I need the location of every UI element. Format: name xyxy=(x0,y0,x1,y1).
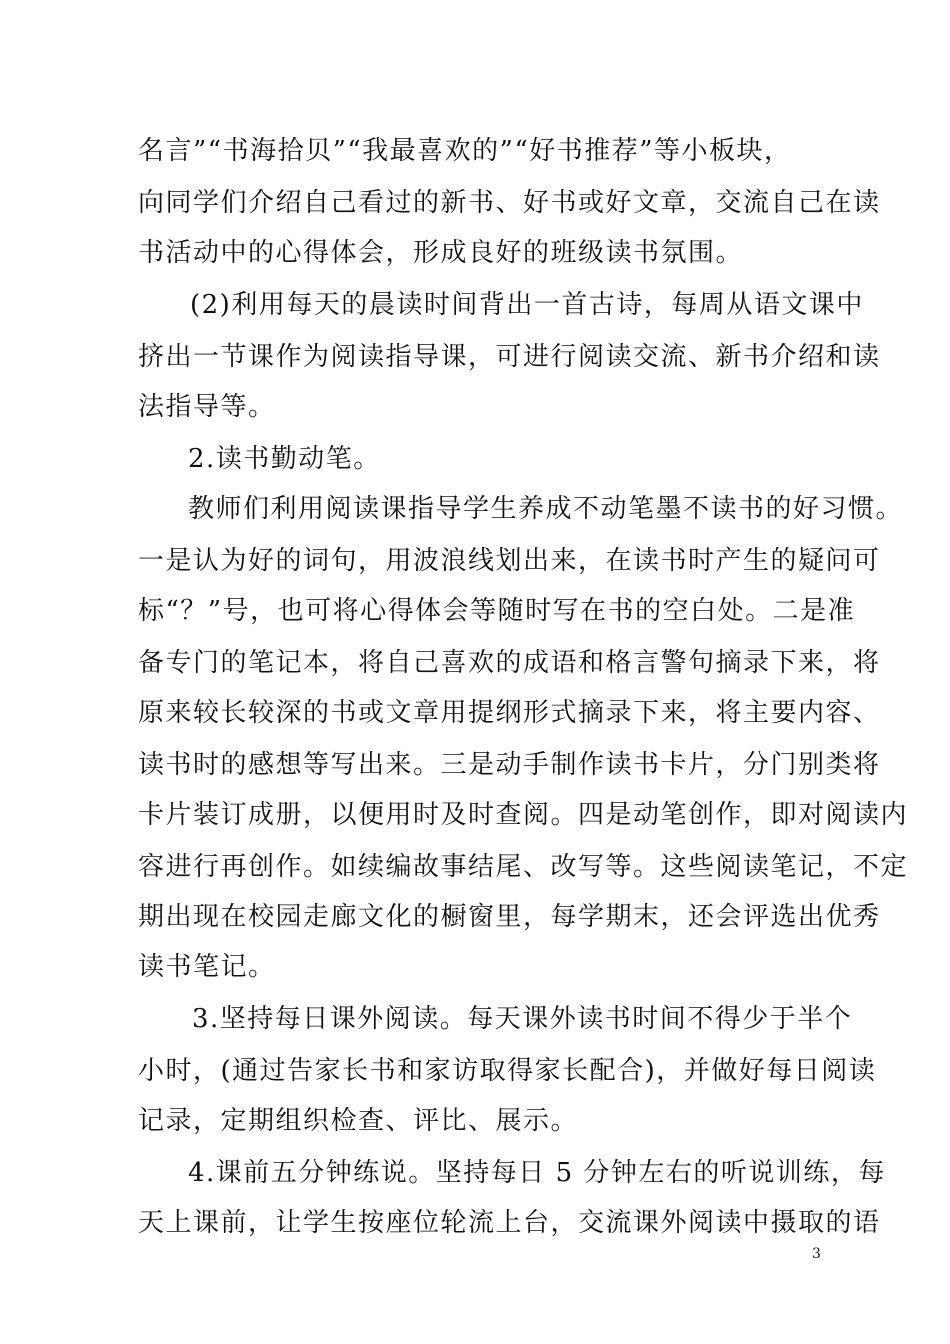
text-line: 名言”“书海拾贝”“我最喜欢的”“好书推荐”等小板块， xyxy=(138,136,792,166)
text-line: 一是认为好的词句，用波浪线划出来，在读书时产生的疑问可 xyxy=(138,546,881,576)
text-line: 向同学们介绍自己看过的新书、好书或好文章，交流自己在读 xyxy=(138,188,881,218)
text-line: 法指导等。 xyxy=(138,392,276,422)
text-line: 读书时的感想等写出来。三是动手制作读书卡片，分门别类将 xyxy=(138,750,881,780)
text-line: (2)利用每天的晨读时间背出一首古诗，每周从语文课中 xyxy=(190,290,864,320)
text-line: 期出现在校园走廊文化的橱窗里，每学期末，还会评选出优秀 xyxy=(138,902,881,932)
text-line: 容进行再创作。如续编故事结尾、改写等。这些阅读笔记，不定 xyxy=(138,852,909,882)
section-heading: 2.读书勤动笔。 xyxy=(188,444,381,474)
text-line: 标“？”号，也可将心得体会等随时写在书的空白处。二是准 xyxy=(138,596,856,626)
text-line: 书活动中的心得体会，形成良好的班级读书氛围。 xyxy=(138,238,744,268)
text-line: 4.课前五分钟练说。坚持每日 5 分钟左右的听说训练，每 xyxy=(188,1158,886,1188)
text-line: 挤出一节课作为阅读指导课，可进行阅读交流、新书介绍和读 xyxy=(138,342,881,372)
text-line: 记录，定期组织检查、评比、展示。 xyxy=(138,1106,579,1136)
text-line: 卡片装订成册，以便用时及时查阅。四是动笔创作，即对阅读内 xyxy=(138,800,909,830)
text-line: 3.坚持每日课外阅读。每天课外读书时间不得少于半个 xyxy=(192,1004,853,1034)
text-line: 小时，(通过告家长书和家访取得家长配合)，并做好每日阅读 xyxy=(138,1056,877,1086)
text-line: 原来较长较深的书或文章用提纲形式摘录下来，将主要内容、 xyxy=(138,698,881,728)
page-number: 3 xyxy=(812,1246,821,1262)
text-line: 读书笔记。 xyxy=(138,952,276,982)
text-line: 天上课前，让学生按座位轮流上台，交流课外阅读中摄取的语 xyxy=(138,1208,881,1238)
text-line: 备专门的笔记本，将自己喜欢的成语和格言警句摘录下来，将 xyxy=(138,648,881,678)
text-line: 教师们利用阅读课指导学生养成不动笔墨不读书的好习惯。 xyxy=(188,494,904,524)
